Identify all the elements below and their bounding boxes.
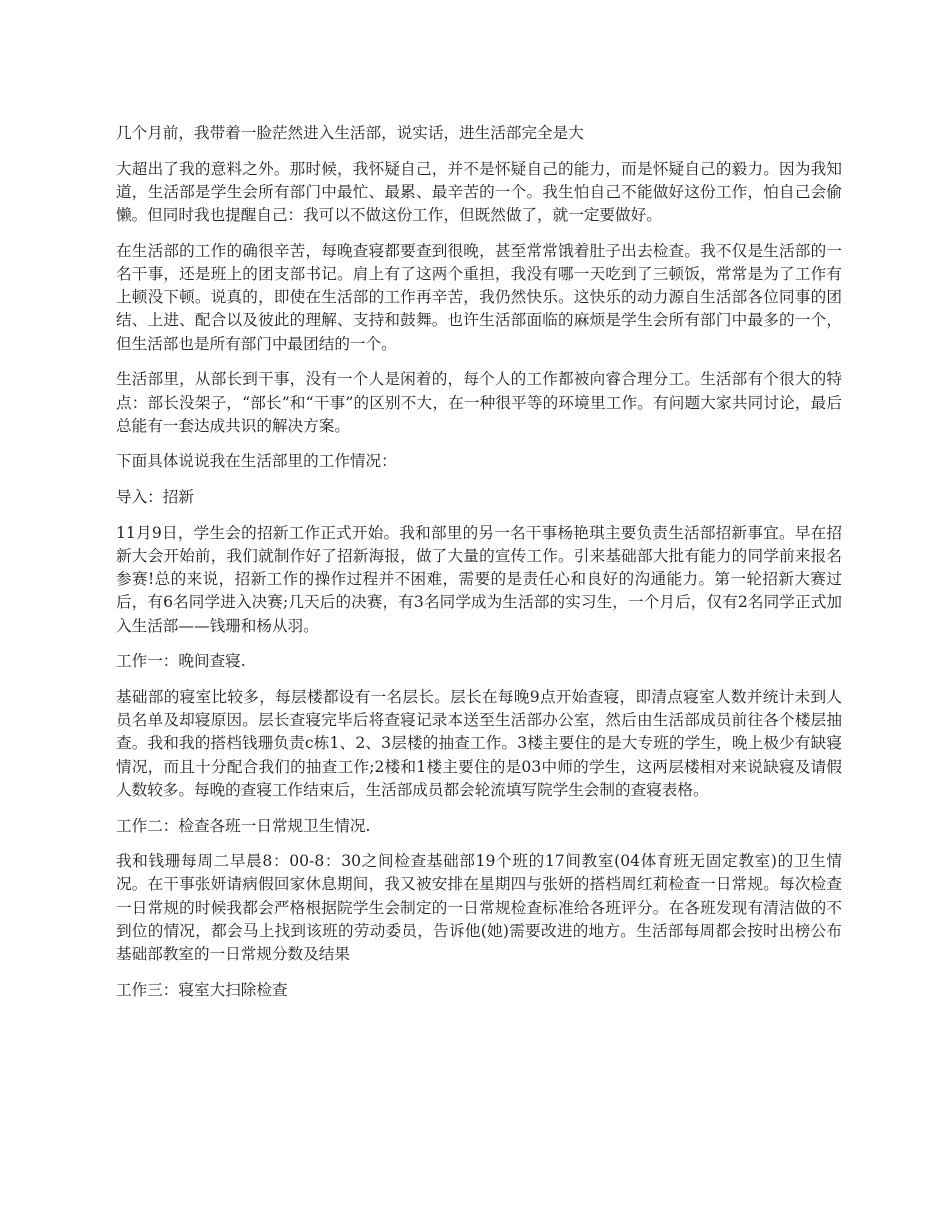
paragraph-teamwork: 生活部里，从部长到干事，没有一个人是闲着的，每个人的工作都被向睿合理分工。生活部有个很大的特点：部长没架子，“部长”和“干事”的区别不大，在一种很平等的环境里工作。有问题大家共同讨论，最后总能有一套达成共识的解决方案。: [116, 370, 842, 435]
paragraph-intro-line: 几个月前，我带着一脸茫然进入生活部，说实话，进生活部完全是大: [116, 124, 584, 142]
paragraph-recruitment: 11月9日，学生会的招新工作正式开始。我和部里的另一名干事杨艳琪主要负责生活部招新事宜。早在招新大会开始前，我们就制作好了招新海报，做了大量的宣传工作。引来基础部大批有能力的同学前来报名参赛!总的来说，招新工作的操作过程并不困难，需要的是责任心和良好的沟通能力。第一轮招新大赛过后，有6名同学进入决赛;几天后的决赛，有3名同学成为生活部的实习生，一个月后，仅有2名同学正式加入生活部——钱珊和杨从羽。: [116, 523, 842, 635]
paragraph-night-inspection: 基础部的寝室比较多，每层楼都设有一名层长。层长在每晚9点开始查寝，即清点寝室人数并统计未到人员名单及却寝原因。层长查寝完毕后将查寝记录本送至生活部办公室，然后由生活部成员前往各个楼层抽查。我和我的搭档钱珊负责c栋1、2、3层楼的抽查工作。3楼主要住的是大专班的学生，晚上极少有缺寝情况，而且十分配合我们的抽查工作;2楼和1楼主要住的是03中师的学生，这两层楼相对来说缺寝及请假人数较多。每晚的查寝工作结束后，生活部成员都会轮流填写院学生会制的查寝表格。: [116, 688, 842, 799]
paragraph-hardship: 在生活部的工作的确很辛苦，每晚查寝都要查到很晚，甚至常常饿着肚子出去检查。我不仅是生活部的一名干事，还是班上的团支部书记。肩上有了这两个重担，我没有哪一天吃到了三顿饭，常常是为了工作有上顿没下顿。说真的，即使在生活部的工作再辛苦，我仍然快乐。这快乐的动力源自生活部各位同事的团结、上进、配合以及彼此的理解、支持和鼓舞。也许生活部面临的麻烦是学生会所有部门中最多的一个，但生活部也是所有部门中最团结的一个。: [116, 241, 842, 353]
heading-night-inspection: 工作一：晚间查寝.: [116, 652, 246, 671]
heading-daily-hygiene: 工作二：检查各班一日常规卫生情况.: [116, 816, 371, 835]
paragraph-daily-hygiene: 我和钱珊每周二早晨8：00-8：30之间检查基础部19个班的17间教室(04体育班无固定教室)的卫生情况。在干事张妍请病假回家休息期间，我又被安排在星期四与张妍的搭档周红莉检查一日常规。每次检查一日常规的时候我都会严格根据院学生会制定的一日常规检查标准给各班评分。在各班发现有清洁做的不到位的情况，都会马上找到该班的劳动委员，告诉他(她)需要改进的地方。生活部每周都会按时出榜公布基础部教室的一日常规分数及结果: [116, 852, 842, 964]
paragraph-work-overview: 下面具体说说我在生活部里的工作情况：: [116, 452, 397, 471]
document-body: [116, 122, 842, 1015]
paragraph-self-doubt: 大超出了我的意料之外。那时候，我怀疑自己，并不是怀疑自己的能力，而是怀疑自己的毅力。因为我知道，生活部是学生会所有部门中最忙、最累、最辛苦的一个。我生怕自己不能做好这份工作，怕自己会偷懒。但同时我也提醒自己：我可以不做这份工作，但既然做了，就一定要做好。: [116, 159, 842, 225]
heading-recruitment: 导入：招新: [116, 488, 194, 507]
heading-dorm-cleaning: 工作三：寝室大扫除检查: [116, 980, 288, 999]
